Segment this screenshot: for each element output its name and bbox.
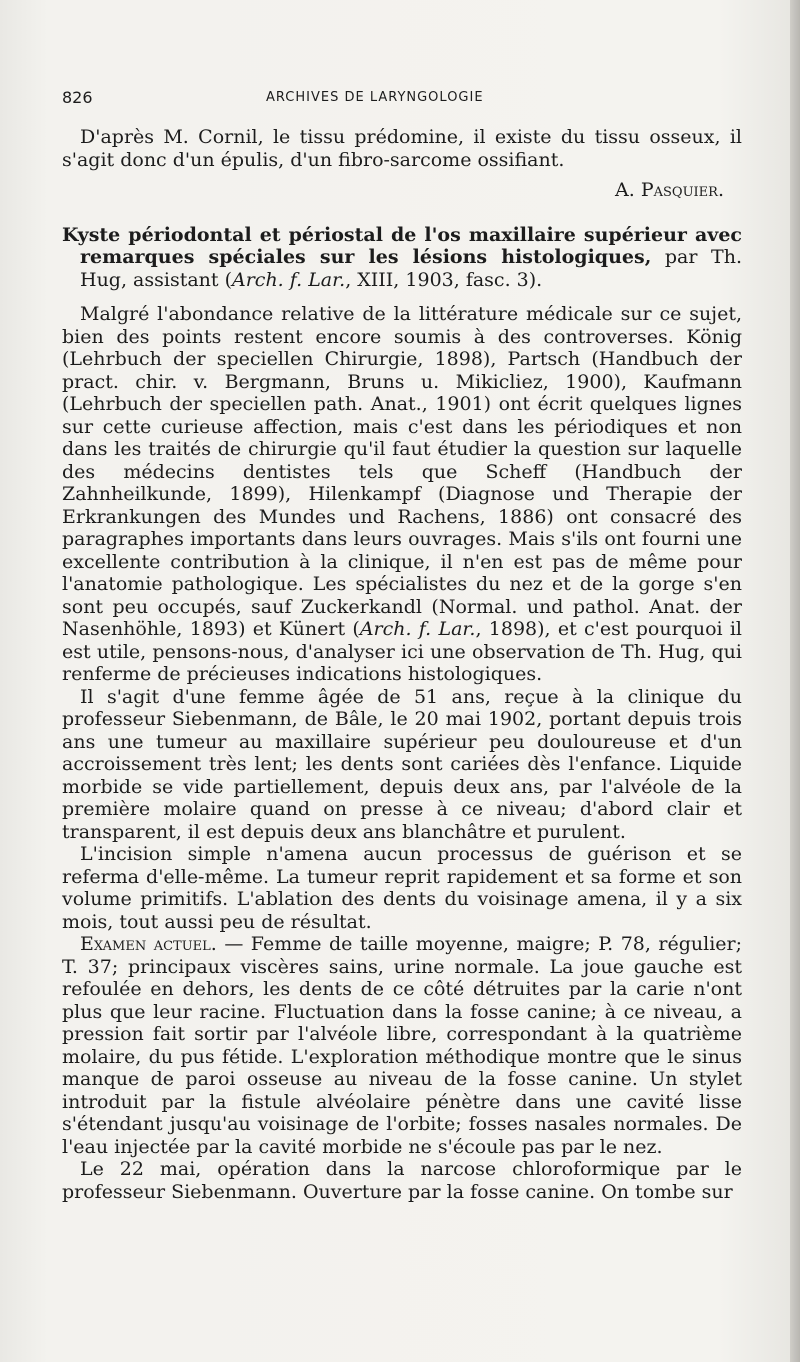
article-title: Kyste périodontal et périostal de l'os maxillaire supérieur avec remarques spéciales sur les lésions histologiques, — [62, 223, 742, 268]
signature — [62, 179, 742, 202]
paragraph-5 — [62, 933, 742, 1158]
signature-text: A. Pasquier. — [615, 179, 724, 201]
paragraph-3: Il s'agit d'une femme âgée de 51 ans, reçue à la clinique du professeur Siebenmann, de Bâle, le 20 mai 1902, portant depuis trois ans une tumeur au maxillaire supérieur peu douloureuse et d'un accroissement très lent; les dents sont cariées dès l'enfance. Liquide morbide se vide partiellement, depuis deux ans, par l'alvéole de la première molaire quand on presse à ce niveau; d'abord clair et transparent, il est depuis deux ans blanchâtre et purulent. — [62, 685, 742, 843]
paragraph-6: Le 22 mai, opération dans la narcose chloroformique par le professeur Siebenmann. Ouverture par la fosse canine. On tombe sur — [62, 1158, 742, 1203]
article-body — [62, 126, 742, 1203]
article-title-block — [62, 224, 742, 292]
title-author: Th. Hug, assistant ( — [80, 246, 742, 291]
paragraph-5-text: — Femme de taille moyenne, maigre; P. 78, régulier; T. 37; principaux viscères sains, urine normale. La joue gauche est refoulée en dehors, les dents de ce côté détruites par la carie n'ont plus que leur racine. Fluctuation dans la fosse canine; à ce niveau, a pression fait sortir par l'alvéole libre, correspondant à la quatrième molaire, du pus fétide. L'exploration méthodique montre que le sinus manque de paroi osseuse au niveau de la fosse canine. Un stylet introduit par la fistule alvéolaire pénètre dans une cavité lisse s'étendant jusqu'au voisinage de l'orbite; fosses nasales normales. De l'eau injectée par la cavité morbide ne s'écoule pas par le nez. — [62, 933, 743, 1158]
title-par: par — [664, 246, 698, 268]
page-edge — [790, 0, 800, 1362]
title-journal: Arch. f. Lar. — [232, 268, 346, 291]
running-head: ARCHIVES DE LARYNGOLOGIE — [266, 90, 484, 105]
paragraph-4: L'incision simple n'amena aucun processus de guérison et se referma d'elle-même. La tumeur reprit rapidement et sa forme et son volume primitifs. L'ablation des dents du voisinage amena, il y a six mois, tout aussi peu de résultat. — [62, 843, 742, 933]
paragraph-2-text: Malgré l'abondance relative de la littérature médicale sur ce sujet, bien des points restent encore soumis à des controverses. König (Lehrbuch der speciellen Chirurgie, 1898), Partsch (Handbuch der pract. chir. v. Bergmann, Bruns u. Mikicliez, 1900), Kaufmann (Lehrbuch der speciellen path. Anat., 1901) ont écrit quelques lignes sur cette curieuse affection, mais c'est dans les périodiques et non dans les traités de chirurgie qu'il faut étudier la question sur laquelle des médecins dentistes tels que Scheff (Handbuch der Zahnheilkunde, 1899), Hilenkampf (Diagnose und Therapie der Erkrankungen des Mundes und Rachens, 1886) ont consacré des paragraphes importants dans leurs ouvrages. Mais s'ils ont fourni une excellente contribution à la clinique, il n'en est pas de même pour l'anatomie pathologique. Les spécialistes du nez et de la gorge s'en sont peu occupés, sauf Zuckerkandl (Normal. und pathol. Anat. der Nasenhöhle, 1893) et Künert ( — [62, 303, 742, 640]
exam-lead: Examen actuel. — [80, 933, 217, 955]
paragraph-1: D'après M. Cornil, le tissu prédomine, il existe du tissu osseux, il s'agit donc d'un épulis, d'un fibro-sarcome ossifiant. — [62, 126, 742, 171]
paragraph-2 — [62, 303, 742, 686]
page-number: 826 — [62, 88, 93, 107]
paragraph-2-ref: Arch. f. Lar. — [359, 618, 476, 640]
title-ref-rest: , XIII, 1903, fasc. 3). — [345, 268, 543, 291]
page-header — [62, 88, 742, 110]
paragraph-2-tail: , 1898), et c'est pourquoi il est utile, pensons-nous, d'analyser ici une observation de Th. Hug, qui renferme de précieuses indications histologiques. — [62, 618, 743, 685]
